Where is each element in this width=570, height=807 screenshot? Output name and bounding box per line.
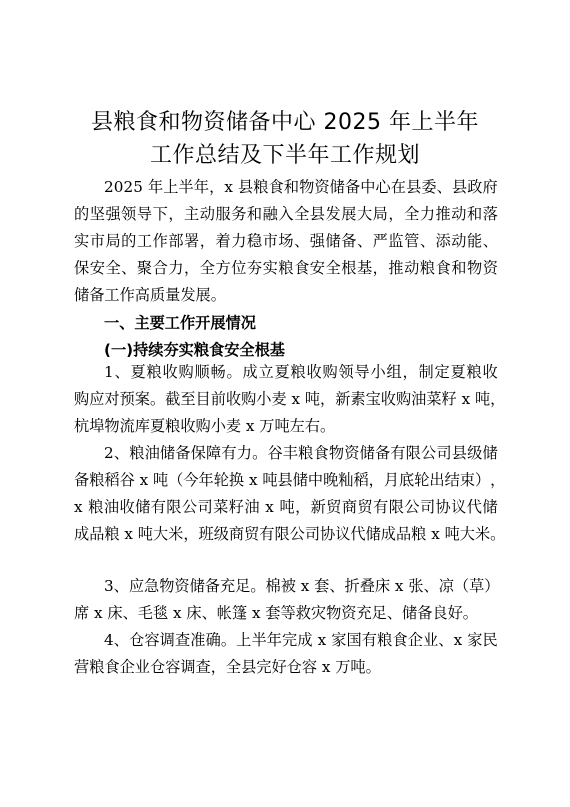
section-heading: 一、主要工作开展情况 [104, 314, 256, 332]
item2-line-1: 2 、 粮 油 储 备 保 障 有 力 。 谷 丰 粮 食 物 资 储 备 有 限 公 司 县 级 储 [104, 444, 498, 462]
item1-line-3: 杭埠物流库夏粮收购小麦 x 万吨左右。 [74, 417, 336, 435]
item1-line-1: 1 、 夏 粮 收 购 顺 畅 。 成 立 夏 粮 收 购 领 导 小 组 ， 制 定 夏 粮 收 [104, 363, 498, 381]
document-title-line-1: 县粮食和物资储备中心 2025 年上半年 [91, 110, 479, 135]
subsection-heading: (一)持续夯实粮食安全根基 [104, 341, 285, 359]
item4-line-2: 营粮食企业仓容调查，全县完好仓容 x 万吨。 [74, 658, 381, 676]
intro-line-3: 实 市 局 的 工 作 部 署 ， 着 力 稳 市 场 、 强 储 备 、 严 监 管 、 添 动 能 、 [74, 232, 498, 250]
item2-line-4: 成 品 粮 x 吨 大 米 ， 班 级 商 贸 有 限 公 司 协 议 代 储 成 品 粮 x 吨 大 米 。 [74, 525, 506, 543]
item1-line-2: 购 应 对 预 案 。 截 至 目 前 收 购 小 麦 x 吨 ， 新 素 宝 收 购 油 菜 籽 x 吨 ， [74, 390, 506, 408]
document-title-line-2: 工作总结及下半年工作规划 [149, 143, 420, 168]
intro-line-5: 储备工作高质量发展。 [74, 286, 226, 304]
item3-line-1: 3 、 应 急 物 资 储 备 充 足 。 棉 被 x 套 、 折 叠 床 x 张 、 凉 （ 草 ） [104, 577, 500, 595]
item2-line-2: 备 粮 稻 谷 x 吨 （ 今 年 轮 换 x 吨 县 储 中 晚 籼 稻 ， 月 底 轮 出 结 束 ） ， [74, 471, 506, 489]
intro-line-1: 2 0 2 5 年 上 半 年 ， x 县 粮 食 和 物 资 储 备 中 心 在 县 委 、 县 政 府 [104, 178, 498, 196]
item4-line-1: 4 、 仓 容 调 查 准 确 。 上 半 年 完 成 x 家 国 有 粮 食 企 业 、 x 家 民 [104, 631, 498, 649]
item2-line-3: x 粮 油 收 储 有 限 公 司 菜 籽 油 x 吨 ， 新 贸 商 贸 有 限 公 司 协 议 代 储 [74, 498, 498, 516]
intro-line-2: 的 坚 强 领 导 下 ， 主 动 服 务 和 融 入 全 县 发 展 大 局 ， 全 力 推 动 和 落 [74, 205, 498, 223]
intro-line-4: 保 安 全 、 聚 合 力 ， 全 方 位 夯 实 粮 食 安 全 根 基 ， 推 动 粮 食 和 物 资 [74, 259, 498, 277]
item3-line-2: 席 x 床、毛毯 x 床、帐篷 x 套等救灾物资充足、储备良好。 [74, 604, 478, 622]
